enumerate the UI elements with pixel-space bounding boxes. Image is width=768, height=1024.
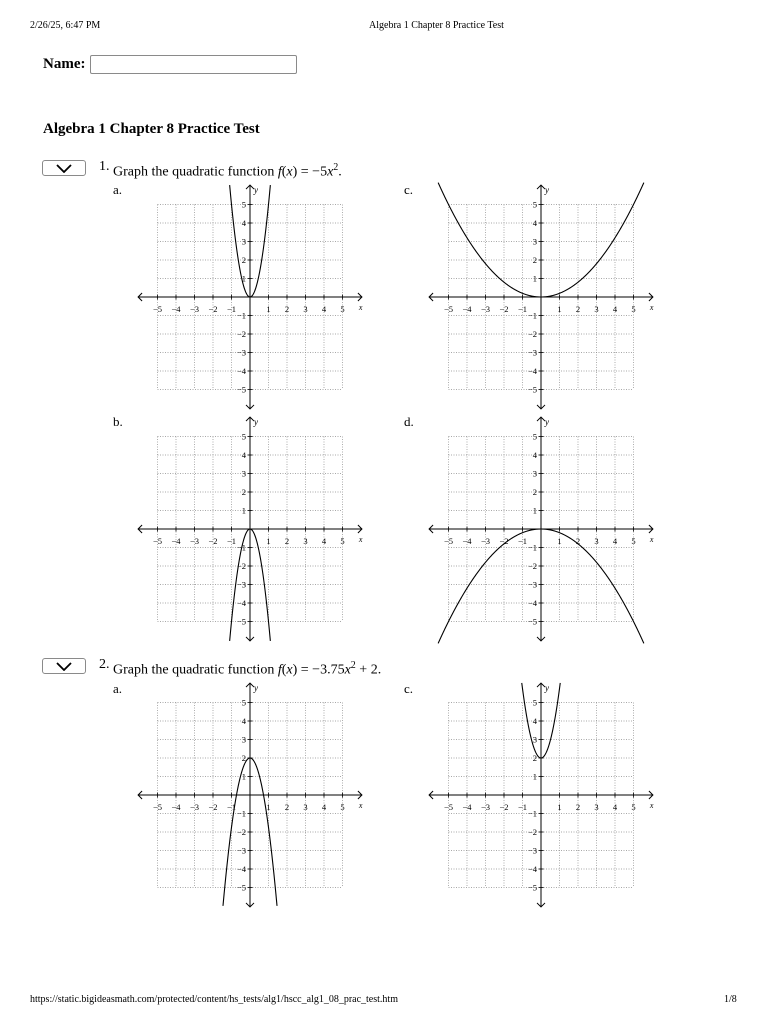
y-tick-label: 2 <box>241 753 246 763</box>
chevron-down-icon <box>56 662 72 671</box>
option-letter: b. <box>113 414 123 429</box>
x-tick-label: 3 <box>303 536 308 546</box>
x-tick-label: 2 <box>284 536 290 546</box>
x-tick-label: 5 <box>631 304 636 314</box>
answer-dropdown-q1[interactable] <box>42 160 86 176</box>
x-axis-label: x <box>649 535 654 544</box>
x-tick-label: −4 <box>462 536 472 546</box>
y-tick-label: −1 <box>236 808 246 819</box>
y-tick-label: 5 <box>532 697 537 708</box>
x-tick-label: −2 <box>499 802 509 812</box>
y-axis-label: y <box>254 185 258 196</box>
x-axis-label: x <box>358 303 363 312</box>
y-tick-label: 3 <box>532 734 537 745</box>
print-doc-title: Algebra 1 Chapter 8 Practice Test <box>369 20 504 31</box>
x-tick-label: −1 <box>226 802 237 812</box>
option-letter: a. <box>113 182 123 197</box>
y-tick-label: −4 <box>527 598 537 608</box>
x-tick-label: −4 <box>462 304 472 314</box>
y-tick-label: −5 <box>527 384 537 395</box>
y-tick-label: 5 <box>532 431 537 442</box>
y-tick-label: 1 <box>532 273 537 284</box>
x-tick-label: 1 <box>557 304 562 314</box>
y-tick-label: −2 <box>527 329 537 339</box>
y-tick-label: 3 <box>532 468 537 479</box>
y-tick-label: 1 <box>241 273 246 284</box>
x-axis-label: x <box>358 801 363 810</box>
question-prompt: Graph the quadratic function $f(x) = -5x^2$. <box>113 162 342 180</box>
x-tick-label: 2 <box>284 304 290 314</box>
y-tick-label: 5 <box>241 697 246 708</box>
option-letter: a. <box>113 681 123 696</box>
question-number: 2. <box>99 657 110 672</box>
option-letter: d. <box>404 414 414 429</box>
page-title: Algebra 1 Chapter 8 Practice Test <box>43 121 260 137</box>
x-tick-label: 4 <box>612 536 618 546</box>
x-tick-label: 1 <box>266 536 271 546</box>
y-tick-label: −2 <box>236 561 246 571</box>
x-tick-label: 4 <box>321 802 327 812</box>
x-tick-label: 2 <box>575 304 581 314</box>
option-letter: c. <box>404 182 414 197</box>
x-axis-label: x <box>358 535 363 544</box>
y-tick-label: −1 <box>236 310 246 321</box>
x-tick-label: 2 <box>575 802 581 812</box>
y-axis-label: y <box>254 683 258 694</box>
y-tick-label: −3 <box>236 347 246 358</box>
y-tick-label: 5 <box>532 199 537 210</box>
y-tick-label: 4 <box>532 218 537 228</box>
x-tick-label: 3 <box>303 304 308 314</box>
graph-q2-a <box>135 677 365 917</box>
y-tick-label: 4 <box>532 450 537 460</box>
x-tick-label: 5 <box>340 802 345 812</box>
x-tick-label: 2 <box>575 536 581 546</box>
y-tick-label: −3 <box>236 579 246 590</box>
y-tick-label: 2 <box>532 255 537 265</box>
x-tick-label: −2 <box>208 802 218 812</box>
y-tick-label: 4 <box>241 218 246 228</box>
y-tick-label: −2 <box>527 827 537 837</box>
x-axis-label: x <box>649 303 654 312</box>
x-tick-label: −3 <box>189 802 200 812</box>
y-tick-label: 1 <box>532 771 537 782</box>
x-tick-label: −1 <box>517 536 528 546</box>
y-tick-label: −3 <box>527 347 537 358</box>
x-tick-label: −5 <box>152 802 163 812</box>
y-tick-label: 4 <box>532 716 537 726</box>
y-axis-label: y <box>545 417 549 428</box>
x-tick-label: −3 <box>480 536 491 546</box>
print-timestamp: 2/26/25, 6:47 PM <box>30 20 101 31</box>
x-tick-label: −1 <box>517 304 528 314</box>
y-tick-label: 1 <box>532 505 537 516</box>
y-axis-label: y <box>545 683 549 694</box>
x-tick-label: −3 <box>189 536 200 546</box>
print-page-number: 1/8 <box>724 994 737 1005</box>
y-tick-label: −1 <box>527 808 537 819</box>
y-tick-label: 3 <box>532 236 537 247</box>
y-tick-label: −3 <box>527 579 537 590</box>
x-tick-label: 1 <box>557 802 562 812</box>
graph-q1-c <box>426 179 656 419</box>
name-label: Name: <box>43 56 86 72</box>
graph-q2-c <box>426 677 656 917</box>
x-tick-label: 4 <box>321 536 327 546</box>
x-tick-label: −2 <box>499 304 509 314</box>
y-tick-label: 2 <box>532 487 537 497</box>
y-tick-label: −1 <box>236 542 246 553</box>
y-tick-label: 2 <box>532 753 537 763</box>
y-tick-label: −4 <box>527 864 537 874</box>
x-tick-label: −4 <box>171 802 181 812</box>
x-tick-label: 3 <box>303 802 308 812</box>
y-tick-label: −2 <box>236 329 246 339</box>
y-tick-label: −4 <box>527 366 537 376</box>
y-tick-label: −1 <box>527 310 537 321</box>
y-tick-label: −2 <box>527 561 537 571</box>
x-tick-label: −5 <box>443 304 454 314</box>
y-tick-label: −4 <box>236 864 246 874</box>
option-letter: c. <box>404 681 414 696</box>
x-tick-label: 3 <box>594 802 599 812</box>
question-prompt: Graph the quadratic function $f(x) = -3.75x^2 + 2$. <box>113 660 382 678</box>
y-tick-label: 5 <box>241 199 246 210</box>
chevron-down-icon <box>56 164 72 173</box>
y-tick-label: −5 <box>236 384 246 395</box>
answer-dropdown-q2[interactable] <box>42 658 86 674</box>
x-tick-label: 5 <box>631 802 636 812</box>
x-tick-label: 5 <box>340 304 345 314</box>
y-tick-label: 3 <box>241 468 246 479</box>
y-tick-label: 3 <box>241 236 246 247</box>
y-tick-label: −5 <box>236 616 246 627</box>
y-tick-label: −4 <box>236 598 246 608</box>
y-tick-label: −5 <box>527 616 537 627</box>
y-tick-label: −1 <box>527 542 537 553</box>
x-tick-label: −5 <box>443 536 454 546</box>
y-tick-label: −2 <box>236 827 246 837</box>
graph-q1-d <box>426 411 656 651</box>
x-tick-label: 5 <box>340 536 345 546</box>
x-tick-label: −1 <box>226 536 237 546</box>
x-tick-label: 4 <box>612 802 618 812</box>
y-tick-label: 4 <box>241 450 246 460</box>
graph-q1-a <box>135 179 365 419</box>
question-number: 1. <box>99 159 110 174</box>
name-input[interactable] <box>90 55 297 74</box>
y-tick-label: 1 <box>241 505 246 516</box>
y-tick-label: −3 <box>236 845 246 856</box>
x-tick-label: 4 <box>612 304 618 314</box>
x-tick-label: −2 <box>208 304 218 314</box>
y-tick-label: 1 <box>241 771 246 782</box>
x-axis-label: x <box>649 801 654 810</box>
x-tick-label: −5 <box>152 304 163 314</box>
y-axis-label: y <box>545 185 549 196</box>
x-tick-label: −4 <box>171 304 181 314</box>
y-tick-label: −3 <box>527 845 537 856</box>
x-tick-label: −3 <box>480 802 491 812</box>
y-tick-label: −4 <box>236 366 246 376</box>
y-axis-label: y <box>254 417 258 428</box>
x-tick-label: −2 <box>208 536 218 546</box>
x-tick-label: 1 <box>266 802 271 812</box>
y-tick-label: −5 <box>527 882 537 893</box>
x-tick-label: 4 <box>321 304 327 314</box>
x-tick-label: −1 <box>517 802 528 812</box>
x-tick-label: −1 <box>226 304 237 314</box>
x-tick-label: 3 <box>594 536 599 546</box>
x-tick-label: −5 <box>152 536 163 546</box>
x-tick-label: −3 <box>189 304 200 314</box>
x-tick-label: −2 <box>499 536 509 546</box>
x-tick-label: 2 <box>284 802 290 812</box>
print-url: https://static.bigideasmath.com/protected/content/hs_tests/alg1/hscc_alg1_08_prac_test.htm <box>30 994 398 1005</box>
x-tick-label: 1 <box>557 536 562 546</box>
graph-q1-b <box>135 411 365 651</box>
y-tick-label: 2 <box>241 255 246 265</box>
y-tick-label: 3 <box>241 734 246 745</box>
x-tick-label: 5 <box>631 536 636 546</box>
x-tick-label: −4 <box>171 536 181 546</box>
y-tick-label: 5 <box>241 431 246 442</box>
y-tick-label: −5 <box>236 882 246 893</box>
x-tick-label: 3 <box>594 304 599 314</box>
x-tick-label: 1 <box>266 304 271 314</box>
y-tick-label: 2 <box>241 487 246 497</box>
x-tick-label: −5 <box>443 802 454 812</box>
y-tick-label: 4 <box>241 716 246 726</box>
x-tick-label: −3 <box>480 304 491 314</box>
x-tick-label: −4 <box>462 802 472 812</box>
